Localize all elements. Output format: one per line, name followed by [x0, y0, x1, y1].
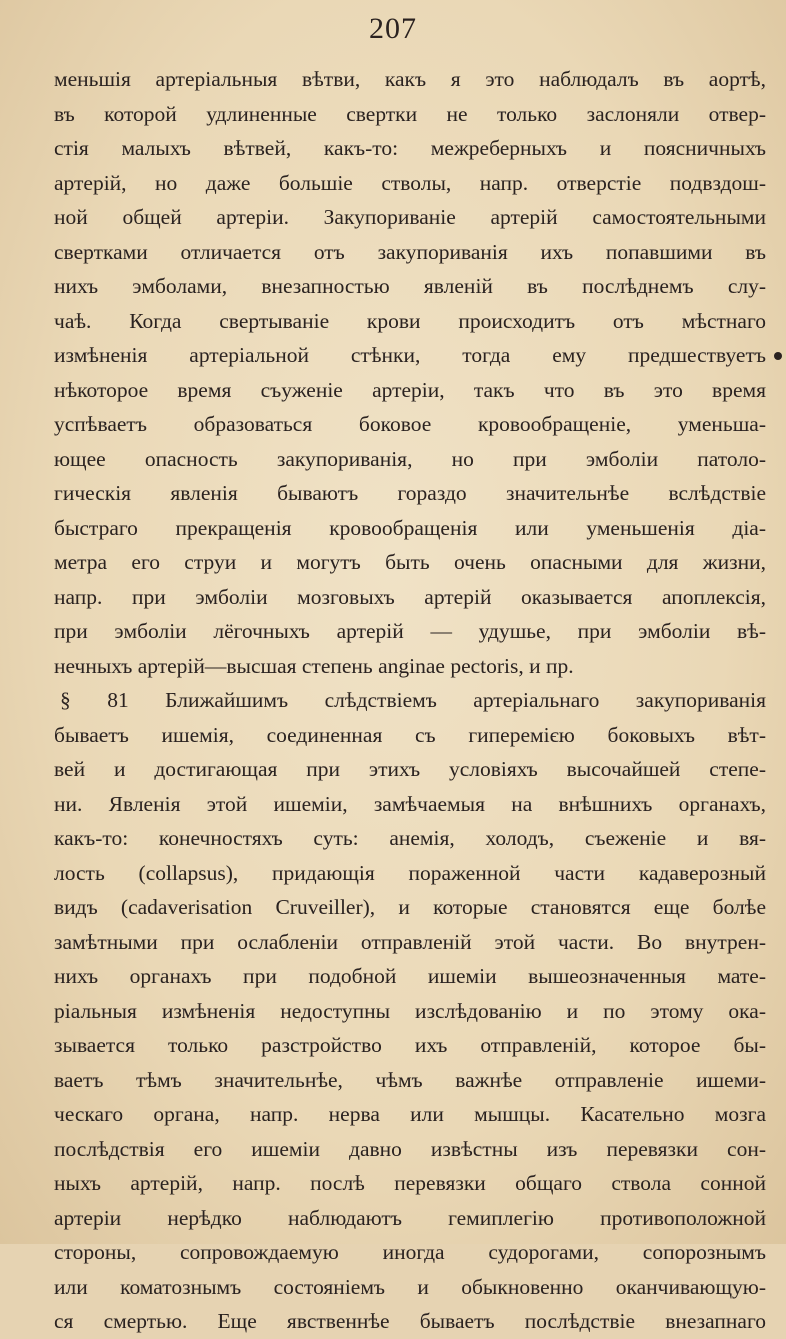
text-line: ріальныя измѣненія недоступны изслѣдованію и по этому ока- — [54, 998, 766, 1023]
text-line: меньшія артеріальныя вѣтви, какъ я это наблюдалъ въ аортѣ, — [54, 67, 766, 91]
text-line: стороны, сопровождаемую иногда судорогами, сопорознымъ — [54, 1240, 766, 1264]
text-line: послѣдствія его ишеміи давно извѣстны изъ перевязки сон- — [54, 1136, 766, 1161]
text-line: лость (collapsus), придающія пораженной части кадаверозный — [54, 860, 766, 885]
text-line: видъ (cadaverisation Cruveiller), и которые становятся еще болѣе — [54, 895, 766, 919]
page-number: 207 — [369, 12, 417, 45]
text-line: ныхъ артерій, напр. послѣ перевязки общаго ствола сонной — [54, 1171, 766, 1195]
text-line: ни. Явленія этой ишеміи, замѣчаемыя на внѣшнихъ органахъ, — [54, 791, 766, 816]
text-line: или коматознымъ состояніемъ и обыкновенно оканчивающую- — [54, 1274, 766, 1299]
text-line: нѣкоторое время съуженіе артеріи, такъ что въ это время — [54, 377, 766, 402]
text-line: метра его струи и могутъ быть очень опасными для жизни, — [54, 550, 766, 574]
text-line: вей и достигающая при этихъ условіяхъ высочайшей степе- — [54, 757, 766, 781]
text-line: ваетъ тѣмъ значительнѣе, чѣмъ важнѣе отправленіе ишеми- — [54, 1067, 766, 1092]
text-line: ной общей артеріи. Закупориваніе артерій самостоятельными — [54, 205, 766, 229]
text-line: свертками отличается отъ закупориванія ихъ попавшими въ — [54, 239, 766, 264]
text-line: нечныхъ артерій—высшая степень anginae pectoris, и пр. — [54, 653, 574, 678]
text-line: при эмболіи лёгочныхъ артерій — удушье, при эмболіи вѣ- — [54, 619, 766, 643]
text-line: въ которой удлиненные свертки не только заслоняли отвер- — [54, 101, 766, 126]
text-line: ческаго органа, напр. нерва или мышцы. Касательно мозга — [54, 1102, 766, 1126]
section-heading-line: § 81 Ближайшимъ слѣдствіемъ артеріальнаго закупориванія — [60, 688, 766, 712]
text-line: быстраго прекращенія кровообращенія или уменьшенія діа- — [54, 515, 766, 540]
body-text — [54, 62, 766, 1339]
text-line: замѣтными при ослабленіи отправленій этой части. Во внутрен- — [54, 929, 766, 954]
text-line: зывается только разстройство ихъ отправленій, которое бы- — [54, 1033, 766, 1057]
text-line: ся смертью. Еще явственнѣе бываетъ послѣдствіе внезапнаго — [54, 1309, 766, 1333]
ink-spot — [774, 352, 782, 360]
text-line: какъ-то: конечностяхъ суть: анемія, холодъ, съеженіе и вя- — [54, 826, 766, 850]
text-line: стія малыхъ вѣтвей, какъ-то: межреберныхъ и поясничныхъ — [54, 136, 766, 160]
text-line: успѣваетъ образоваться боковое кровообращеніе, уменьша- — [54, 412, 766, 436]
text-line: нихъ органахъ при подобной ишеміи вышеозначенныя мате- — [54, 964, 766, 988]
text-line: бываетъ ишемія, соединенная съ гиперемією боковыхъ вѣт- — [54, 722, 766, 747]
text-line: нихъ эмболами, внезапностью явленій въ послѣднемъ слу- — [54, 274, 766, 298]
text-line: артеріи нерѣдко наблюдаютъ гемиплегію противоположной — [54, 1205, 766, 1230]
text-line: измѣненія артеріальной стѣнки, тогда ему предшествуетъ — [54, 343, 766, 367]
text-line: гическія явленія бываютъ гораздо значительнѣе вслѣдствіе — [54, 481, 766, 505]
text-line: артерій, но даже большіе стволы, напр. отверстіе подвздош- — [54, 170, 766, 195]
text-line: ющее опасность закупориванія, но при эмболіи патоло- — [54, 446, 766, 471]
text-line: чаѣ. Когда свертываніе крови происходитъ отъ мѣстнаго — [54, 308, 766, 333]
text-line: напр. при эмболіи мозговыхъ артерій оказывается апоплексія, — [54, 584, 766, 609]
